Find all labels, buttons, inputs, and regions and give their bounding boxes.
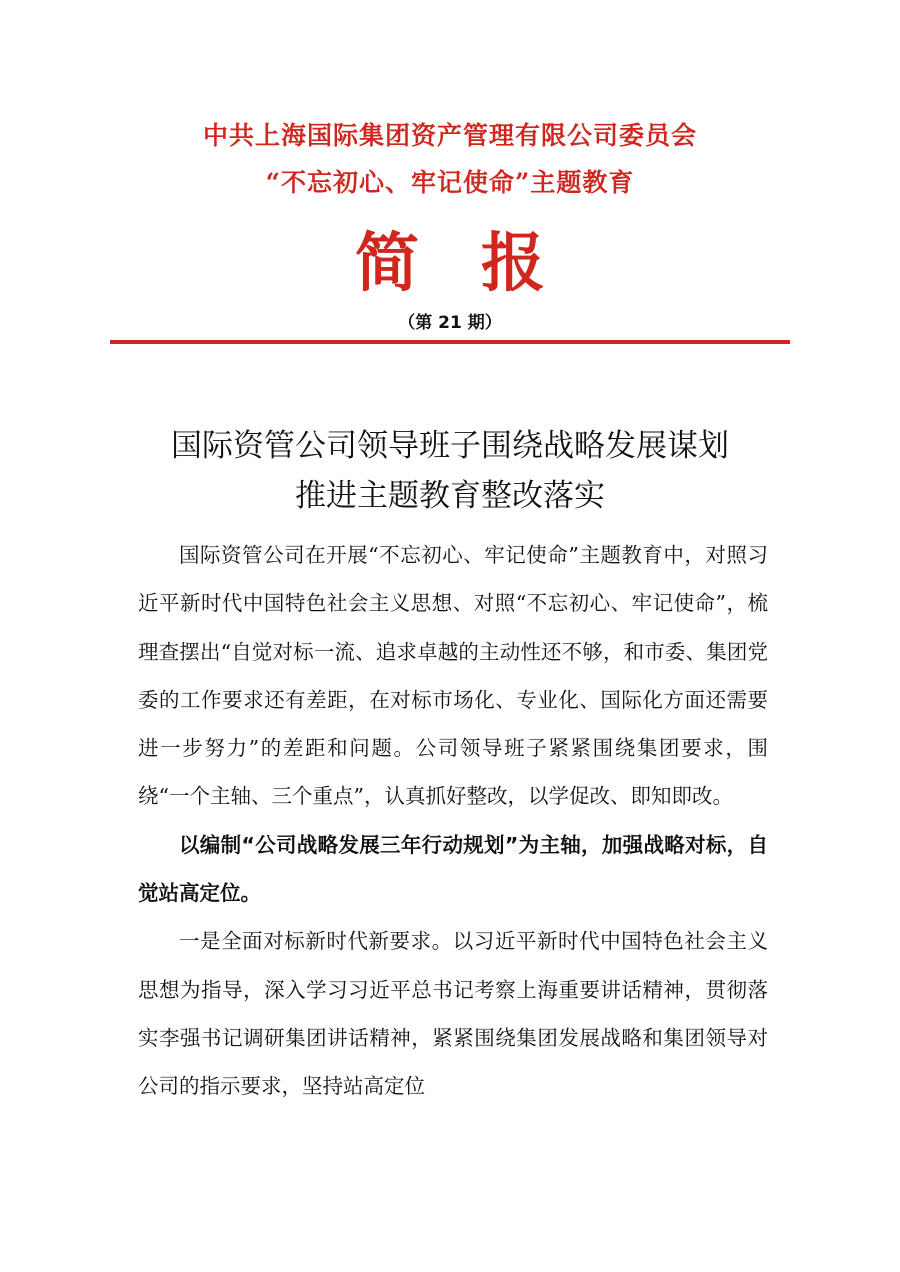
paragraph-3 xyxy=(138,917,768,1110)
header-divider xyxy=(110,340,790,344)
article-body xyxy=(138,531,768,1111)
paragraph-2-heading: 以编制“公司战略发展三年行动规划”为主轴，加强战略对标，自觉站高定位。 xyxy=(138,832,768,906)
issue-number: （第 21 期） xyxy=(398,313,502,333)
campaign-name: “不忘初心、牢记使命”主题教育 xyxy=(265,168,635,197)
paragraph-3-text: 以习近平新时代中国特色社会主义思想为指导，深入学习习近平总书记考察上海重要讲话精神，贯彻落实李强书记调研集团讲话精神，紧紧围绕集团发展战略和集团领导对公司的指示要求，坚持站高定位 xyxy=(138,929,769,1099)
organization-name: 中共上海国际集团资产管理有限公司委员会 xyxy=(202,121,697,150)
article-title-line2: 推进主题教育整改落实 xyxy=(295,478,605,514)
article-title-line1: 国际资管公司领导班子围绕战略发展谋划 xyxy=(171,428,729,464)
paragraph-1: 国际资管公司在开展“不忘初心、牢记使命”主题教育中，对照习近平新时代中国特色社会主义思想、对照“不忘初心、牢记使命”，梳理查摆出“自觉对标一流、追求卓越的主动性还不够，和市委、集团党委的工作要求还有差距，在对标市场化、专业化、国际化方面还需要进一步努力”的差距和问题。公司领导班子紧紧围绕集团要求，围绕“一个主轴、三个重点”，认真抓好整改，以学促改、即知即改。 xyxy=(138,543,768,809)
paragraph-3-lead: 一是全面对标新时代新要求。 xyxy=(179,929,453,954)
bulletin-title: 简报 xyxy=(355,226,607,301)
